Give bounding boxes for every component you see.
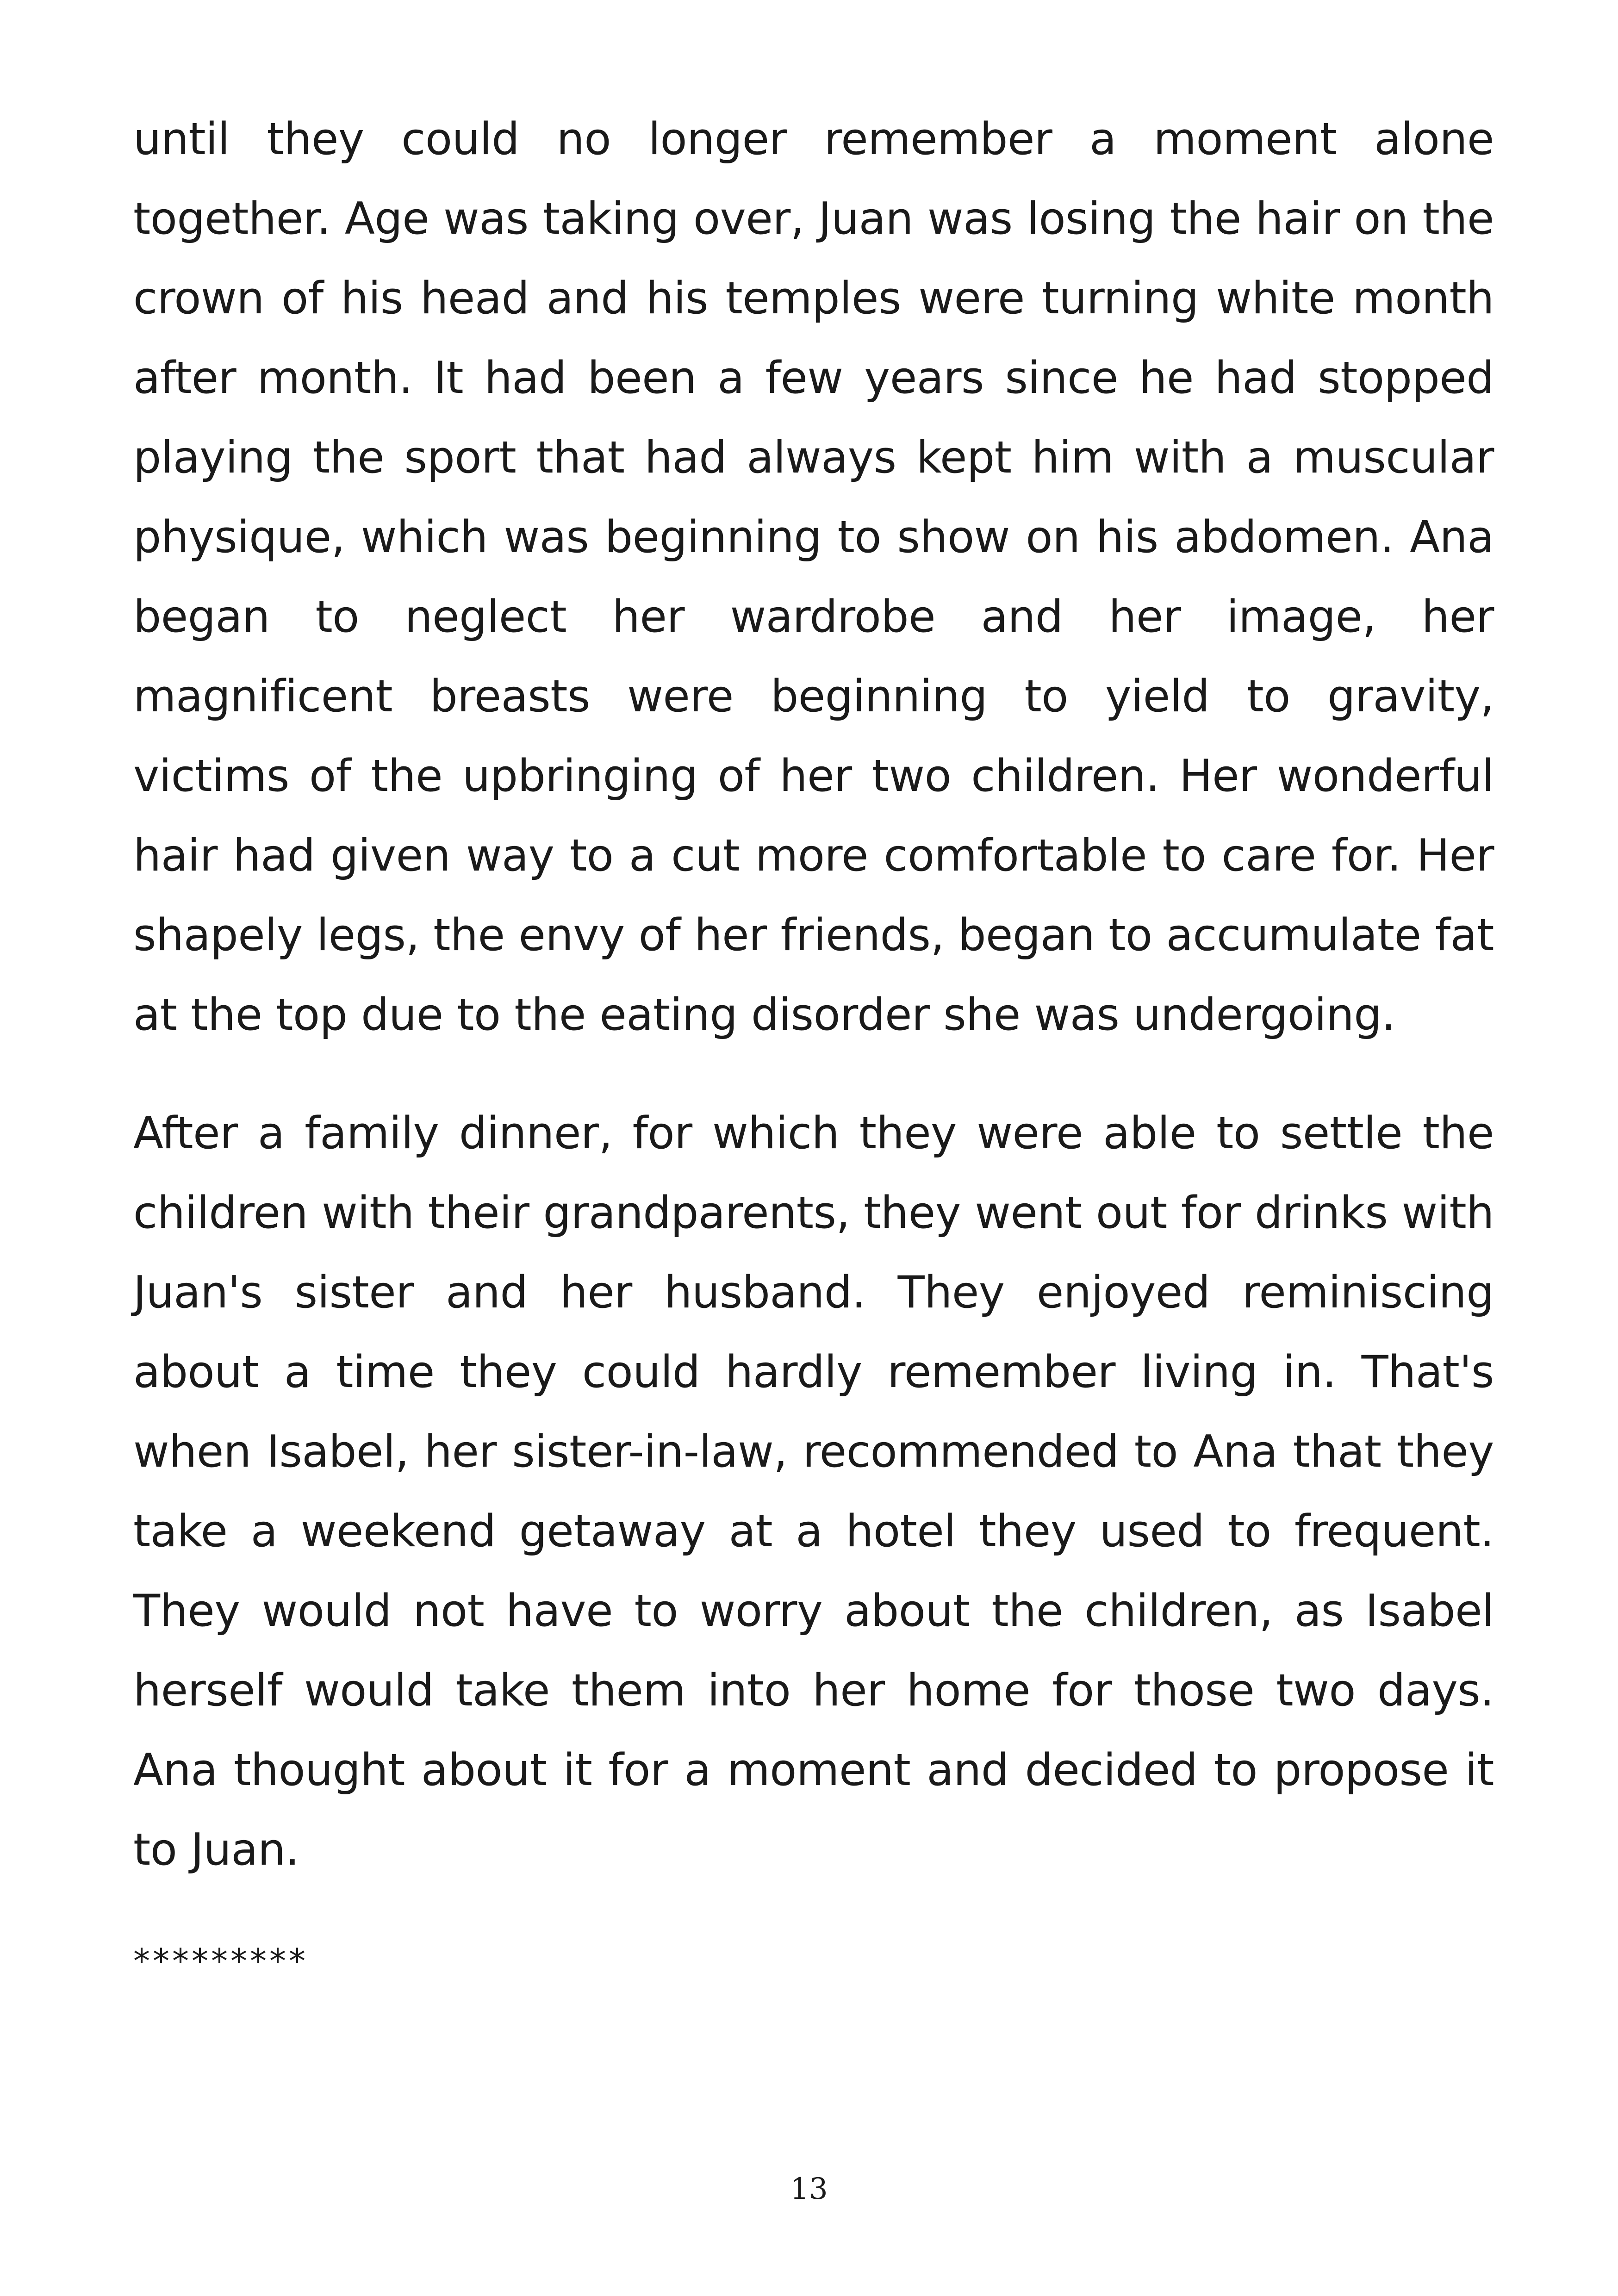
paragraph-1: until they could no longer remember a moment alone together. Age was taking over, Juan was losing the hair on the crown of his head and his temples were turning white month after month. It had been a few years since he had stopped playing the sport that had always kept him with a muscular physique, which was beginning to show on his abdomen. Ana began to neglect her wardrobe and her image, her magnificent breasts were beginning to yield to gravity, victims of the upbringing of her two children. Her wonderful hair had given way to a cut more comfortable to care for. Her shapely legs, the envy of her friends, began to accumulate fat at the top due to the eating disorder she was undergoing. [133, 114, 1494, 1040]
body-text [133, 100, 1494, 1993]
paragraph-2: After a family dinner, for which they were able to settle the children with their grandparents, they went out for drinks with Juan's sister and her husband. They enjoyed reminiscing about a time they could hardly remember living in. That's when Isabel, her sister-in-law, recommended to Ana that they take a weekend getaway at a hotel they used to frequent. They would not have to worry about the children, as Isabel herself would take them into her home for those two days. Ana thought about it for a moment and decided to propose it to Juan. [133, 1108, 1494, 1875]
section-separator: ********* [133, 1941, 308, 1980]
page-number: 13 [790, 2172, 828, 2206]
